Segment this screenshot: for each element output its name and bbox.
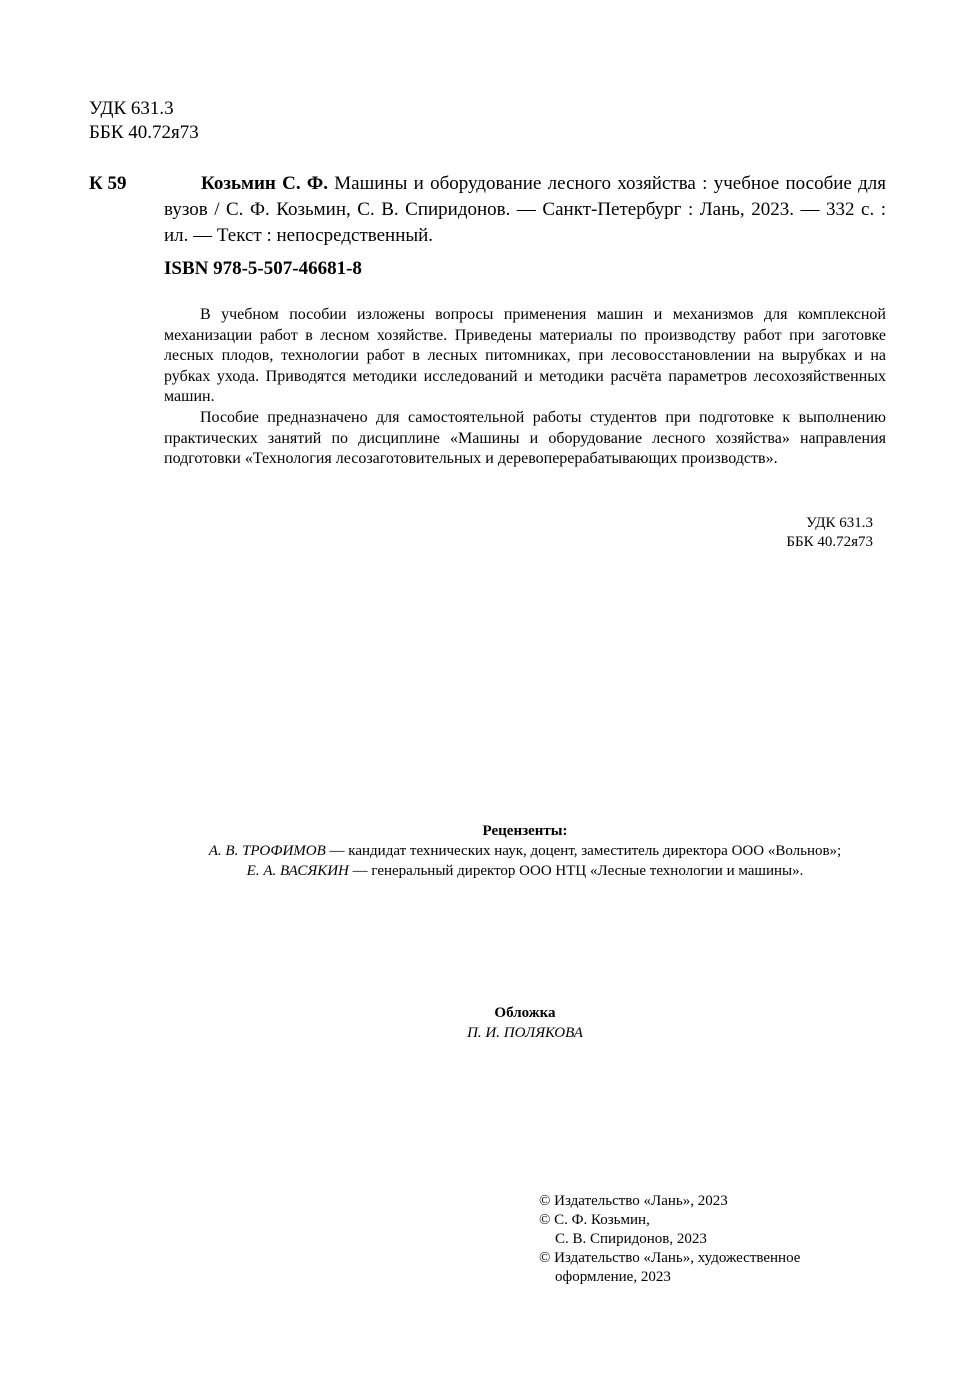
copyright-line-4: © Издательство «Лань», художественное: [539, 1250, 801, 1266]
bbk-code: ББК 40.72я73: [89, 122, 199, 143]
cover-heading: Обложка: [494, 1005, 556, 1021]
reviewers-heading: Рецензенты:: [482, 823, 568, 839]
isbn: ISBN 978-5-507-46681-8: [164, 258, 362, 279]
reviewer-1: [100, 841, 950, 861]
copyright-line-2: © С. Ф. Козьмин,: [539, 1212, 650, 1228]
classification-top: [89, 97, 199, 145]
udk-code: УДК 631.3: [89, 98, 174, 119]
abstract-paragraph-2: Пособие предназначено для самостоятельной работы студентов при подготовке к выполнению практических занятий по дисциплине «Машины и оборудование лесного хозяйства» направления подготовки «Технология лесозаготовительных и деревоперерабатывающих производств».: [164, 408, 886, 468]
catalog-code: К 59: [89, 173, 127, 194]
bibliographic-citation: [164, 171, 886, 249]
copyright-line-1: © Издательство «Лань», 2023: [539, 1193, 728, 1209]
reviewer-1-desc: — кандидат технических наук, доцент, заместитель директора ООО «Вольнов»;: [325, 843, 842, 859]
abstract: [164, 305, 886, 470]
copyright-block: [539, 1192, 800, 1287]
copyright-line-3: С. В. Спиридонов, 2023: [555, 1231, 707, 1247]
reviewers-section: [100, 821, 950, 881]
citation-author: Козьмин С. Ф.: [201, 173, 328, 194]
abstract-paragraph-1: В учебном пособии изложены вопросы применения машин и механизмов для комплексной механизации работ в лесном хозяйстве. Приведены материалы по производству работ при заготовке лесных плодов, технологии работ в лесных питомниках, при лесовосстановлении на вырубках и на рубках ухода. Приводятся методики исследований и методики расчёта параметров лесохозяйственных машин.: [164, 306, 886, 406]
cover-designer: П. И. ПОЛЯКОВА: [467, 1025, 583, 1041]
reviewer-2-name: Е. А. ВАСЯКИН: [246, 863, 349, 879]
cover-section: [100, 1003, 950, 1043]
reviewer-2: [100, 861, 950, 881]
udk-code-right: УДК 631.3: [806, 515, 873, 531]
citation-text: Машины и оборудование лесного хозяйства : учебное пособие для вузов / С. Ф. Козьмин, С. В. Спиридонов. — Санкт-Петербург : Лань, 2023. — 332 с. : ил. — Текст : непосредственный.: [164, 173, 887, 246]
reviewer-1-name: А. В. ТРОФИМОВ: [208, 843, 326, 859]
classification-right: [740, 514, 873, 552]
bbk-code-right: ББК 40.72я73: [786, 534, 873, 550]
copyright-line-5: оформление, 2023: [555, 1269, 671, 1285]
reviewer-2-desc: — генеральный директор ООО НТЦ «Лесные технологии и машины».: [348, 863, 804, 879]
